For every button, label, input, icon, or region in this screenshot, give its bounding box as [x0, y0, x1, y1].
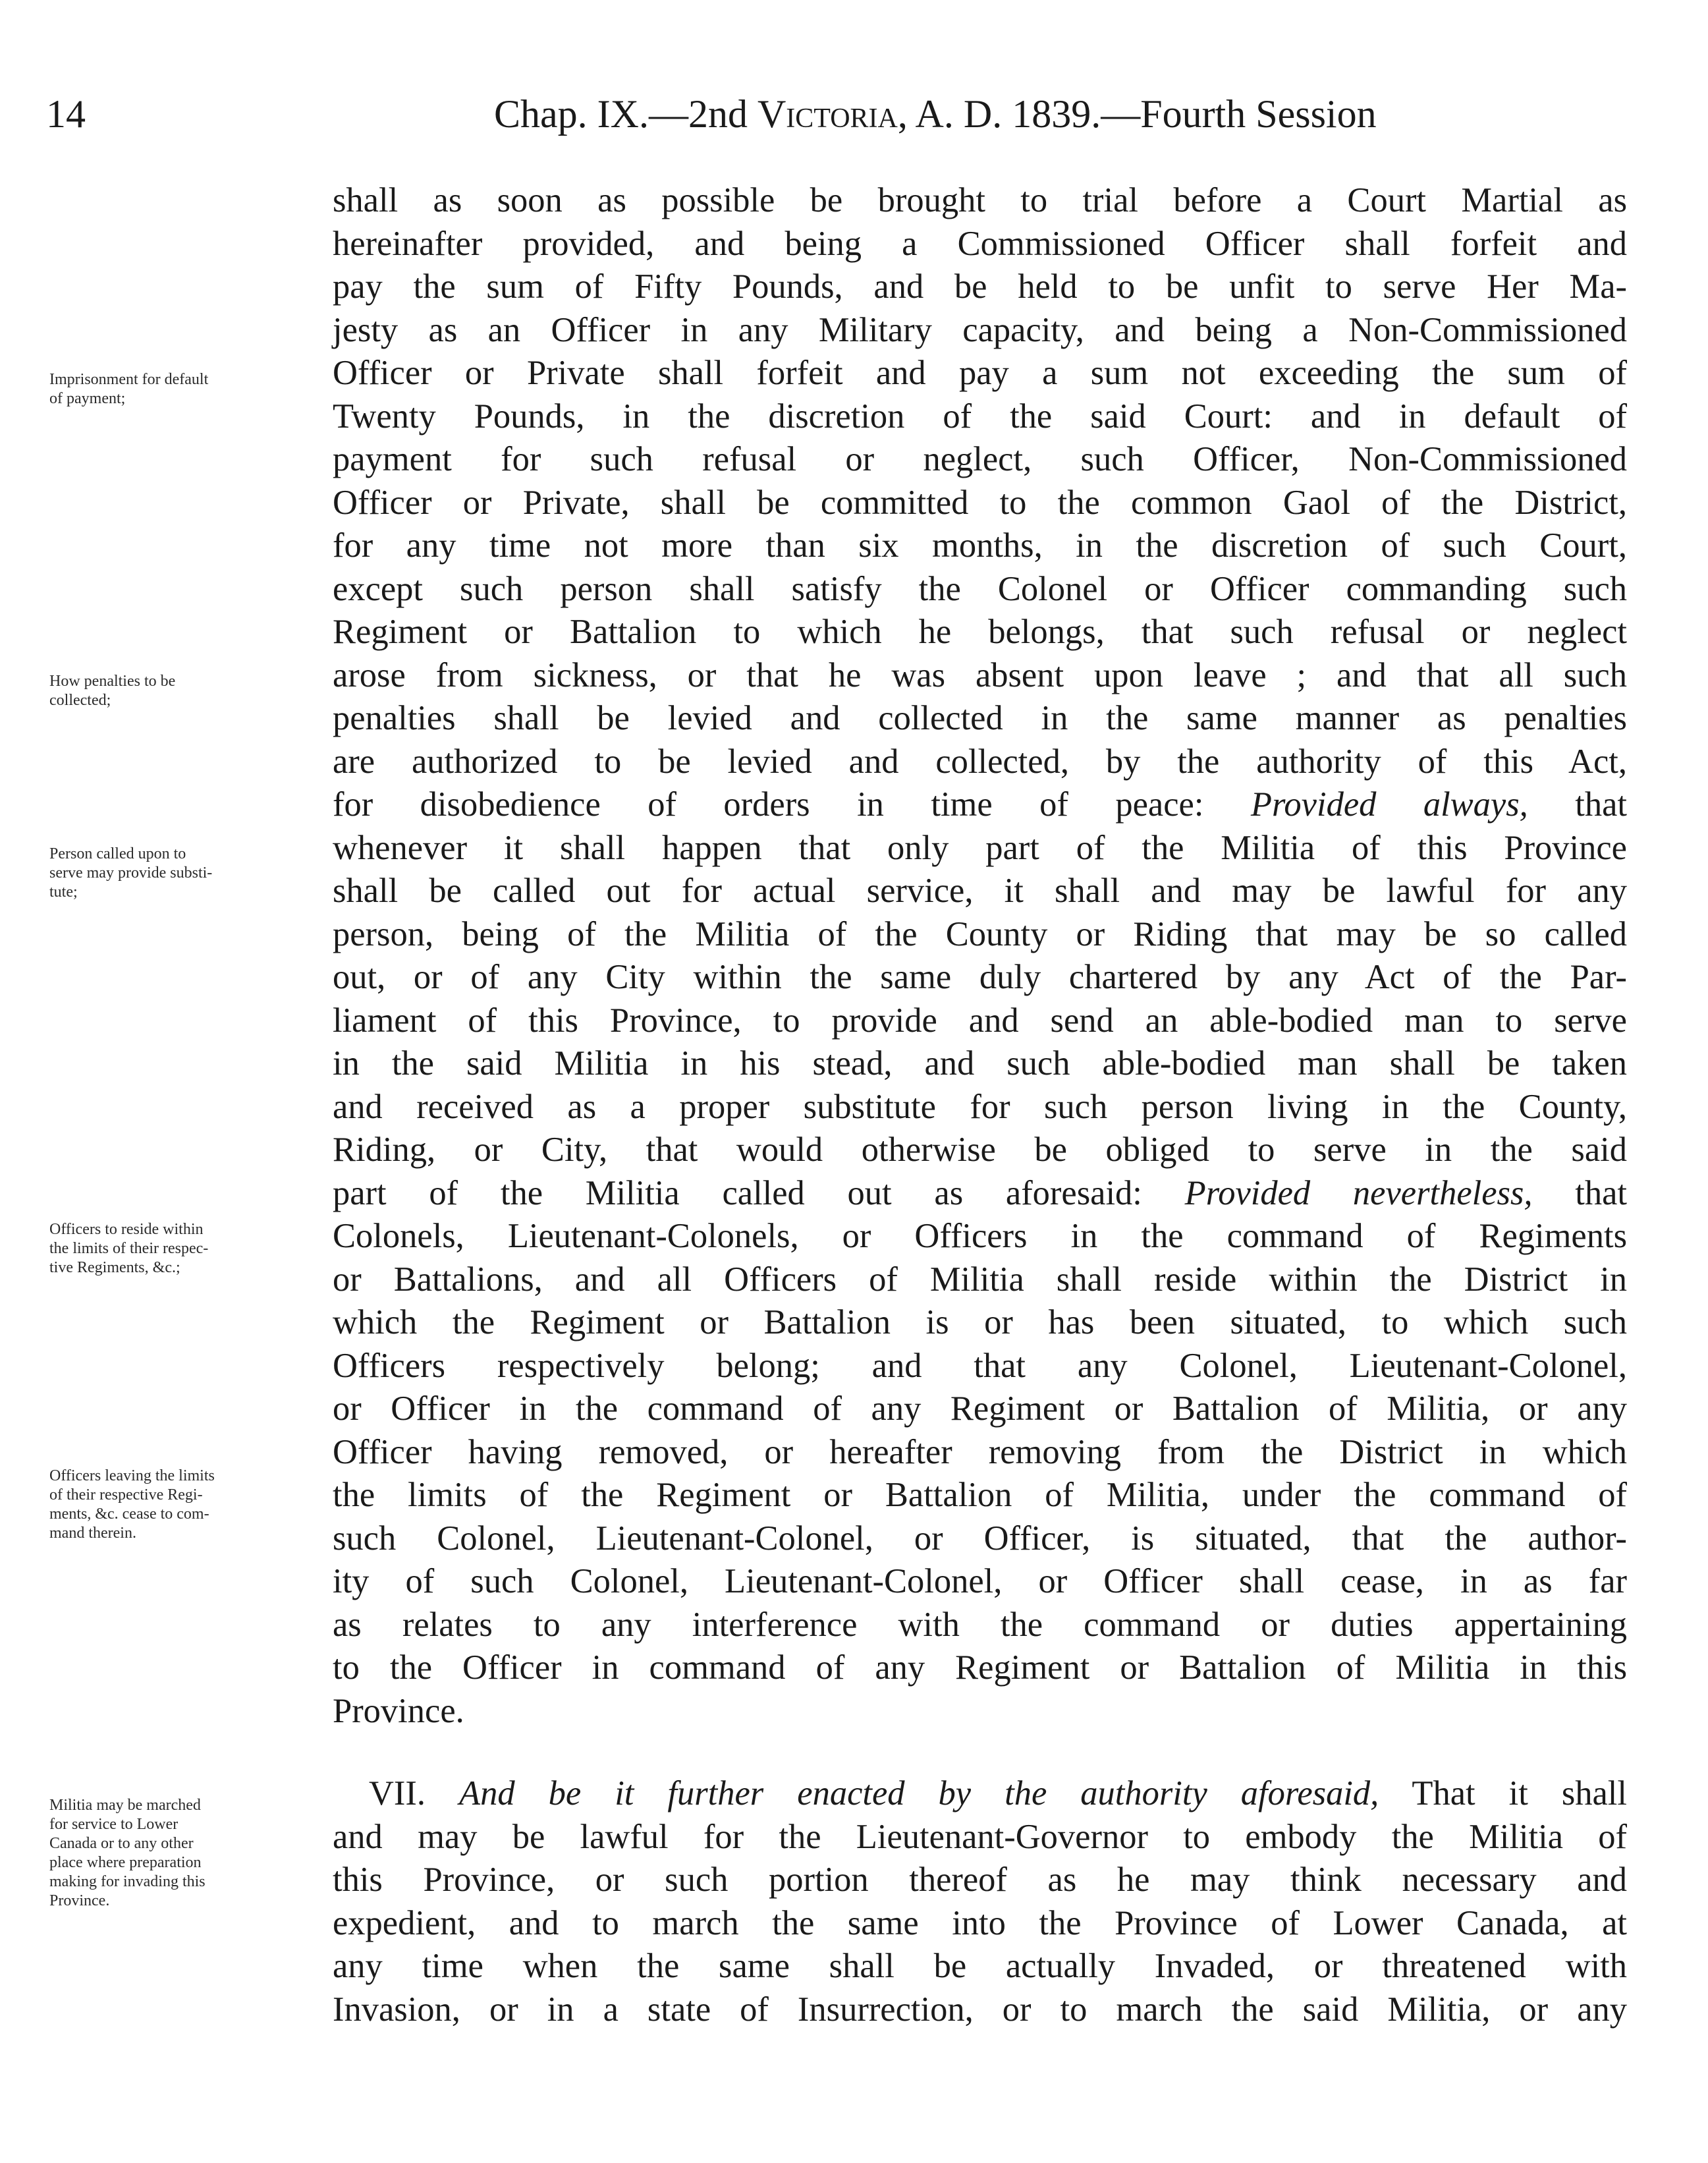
text-line: liament of this Province, to provide and send an able-bodied man to serve [333, 1001, 1627, 1040]
margin-note-line: tute; [49, 884, 78, 901]
margin-note-line: Person called upon to [49, 845, 186, 862]
text-line: Twenty Pounds, in the discretion of the said Court: and in default of [333, 397, 1627, 435]
text-line: Invasion, or in a state of Insurrection, or to march the said Militia, or any [333, 1990, 1627, 2029]
margin-note-officers-reside [49, 1220, 339, 1278]
text-line: Colonels, Lieutenant-Colonels, or Officers in the command of Regiments [333, 1217, 1627, 1255]
page-number: 14 [46, 92, 86, 136]
text-line: Riding, or City, that would otherwise be obliged to serve in the said [333, 1131, 1627, 1169]
running-head-chapter: Chap. IX.—2nd [494, 92, 758, 136]
margin-note-line: making for invading this [49, 1873, 206, 1890]
text-line: Regiment or Battalion to which he belongs, that such refusal or neglect [333, 613, 1627, 651]
margin-note-line: Province. [49, 1892, 110, 1909]
text-line: in the said Militia in his stead, and such able-bodied man shall be taken [333, 1044, 1627, 1082]
text-line: such Colonel, Lieutenant-Colonel, or Officer, is situated, that the author- [333, 1519, 1627, 1558]
text-line: Officers respectively belong; and that any Colonel, Lieutenant-Colonel, [333, 1346, 1627, 1385]
text-line: or Officer in the command of any Regiment or Battalion of Militia, or any [333, 1390, 1627, 1428]
text-line: Province. [333, 1691, 464, 1730]
running-head-year-session: , A. D. 1839.—Fourth Session [897, 92, 1377, 136]
text-line: or Battalions, and all Officers of Militia shall reside within the District in [333, 1260, 1627, 1299]
text-run: that [1528, 785, 1627, 824]
text-line: penalties shall be levied and collected in the same manner as penalties [333, 699, 1627, 737]
running-head-sovereign: Victoria [757, 92, 898, 136]
margin-note-line: for service to Lower [49, 1816, 179, 1833]
margin-note-line: serve may provide substi- [49, 864, 213, 882]
text-line: jesty as an Officer in any Military capacity, and being a Non-Commissioned [333, 310, 1627, 349]
margin-note-line: tive Regiments, &c.; [49, 1259, 180, 1276]
margin-note-line: Canada or to any other [49, 1835, 194, 1852]
margin-note-line: of payment; [49, 390, 126, 407]
text-run: that [1532, 1173, 1628, 1212]
margin-note-line: ments, &c. cease to com- [49, 1505, 209, 1523]
text-run: That it shall [1379, 1774, 1627, 1812]
text-line: which the Regiment or Battalion is or has been situated, to which such [333, 1303, 1627, 1341]
margin-note-imprisonment [49, 370, 339, 408]
text-line: are authorized to be levied and collected, by the authority of this Act, [333, 742, 1627, 781]
margin-note-line: collected; [49, 692, 111, 709]
text-line: person, being of the Militia of the County or Riding that may be so called [333, 914, 1627, 953]
proviso-always: Provided always, [1250, 785, 1528, 824]
proviso-nevertheless: Provided nevertheless, [1184, 1173, 1533, 1212]
text-line: and received as a proper substitute for such person living in the County, [333, 1087, 1627, 1126]
margin-note-line: of their respective Regi- [49, 1486, 203, 1503]
margin-note-line: Officers to reside within [49, 1221, 204, 1238]
text-line: hereinafter provided, and being a Commissioned Officer shall forfeit and [333, 224, 1627, 263]
section-vii [333, 1772, 1627, 2031]
margin-note-militia-marched [49, 1796, 339, 1911]
text-line: payment for such refusal or neglect, such Officer, Non-Commissioned [333, 440, 1627, 478]
margin-note-line: mand therein. [49, 1525, 136, 1542]
page-header [46, 84, 1627, 144]
enacting-clause: And be it further enacted by the authority aforesaid, [459, 1774, 1379, 1812]
text-line: and may be lawful for the Lieutenant-Governor to embody the Militia of [333, 1817, 1627, 1856]
text-line: whenever it shall happen that only part of the Militia of this Province [333, 828, 1627, 867]
text-line: as relates to any interference with the command or duties appertaining [333, 1605, 1627, 1644]
text-line: shall be called out for actual service, it shall and may be lawful for any [333, 872, 1627, 910]
paragraph-lines [333, 179, 1627, 1733]
text-run: part of the Militia called out as aforesaid: [333, 1173, 1142, 1212]
margin-note-line: the limits of their respec- [49, 1240, 209, 1257]
text-line: to the Officer in command of any Regiment or Battalion of Militia in this [333, 1648, 1627, 1687]
text-line: Officer or Private shall forfeit and pay a sum not exceeding the sum of [333, 354, 1627, 392]
text-line: expedient, and to march the same into the Province of Lower Canada, at [333, 1903, 1627, 1942]
text-line: the limits of the Regiment or Battalion of Militia, under the command of [333, 1476, 1627, 1514]
text-line: for any time not more than six months, in the discretion of such Court, [333, 526, 1627, 565]
running-head [494, 84, 1377, 144]
main-paragraph [333, 179, 1627, 1733]
margin-note-line: place where preparation [49, 1854, 202, 1871]
margin-note-line: Imprisonment for default [49, 371, 209, 388]
text-line: shall as soon as possible be brought to trial before a Court Martial as [333, 181, 1627, 219]
margin-note-substitute [49, 845, 339, 902]
section-vii-lines [333, 1772, 1627, 2031]
text-line: pay the sum of Fifty Pounds, and be held to be unfit to serve Her Ma- [333, 267, 1627, 306]
margin-note-officers-leaving [49, 1467, 339, 1543]
text-line: this Province, or such portion thereof as he may think necessary and [333, 1861, 1627, 1899]
text-run: for disobedience of orders in time of peace: [333, 785, 1204, 824]
text-line-proviso-always [333, 783, 1627, 827]
text-line: ity of such Colonel, Lieutenant-Colonel, or Officer shall cease, in as far [333, 1562, 1627, 1600]
margin-note-line: Militia may be marched [49, 1797, 201, 1814]
section-vii-first-line [333, 1772, 1627, 1816]
text-line: Officer or Private, shall be committed to the common Gaol of the District, [333, 483, 1627, 522]
text-line: except such person shall satisfy the Colonel or Officer commanding such [333, 569, 1627, 608]
text-line: any time when the same shall be actually Invaded, or threatened with [333, 1947, 1627, 1985]
text-line-proviso-nevertheless [333, 1172, 1627, 1216]
text-line: arose from sickness, or that he was absent upon leave ; and that all such [333, 656, 1627, 694]
margin-note-line: Officers leaving the limits [49, 1467, 215, 1484]
section-number: VII. [369, 1774, 460, 1812]
text-line: out, or of any City within the same duly chartered by any Act of the Par- [333, 958, 1627, 996]
text-line: Officer having removed, or hereafter removing from the District in which [333, 1432, 1627, 1471]
margin-note-line: How penalties to be [49, 673, 176, 690]
margin-note-penalties [49, 672, 339, 710]
